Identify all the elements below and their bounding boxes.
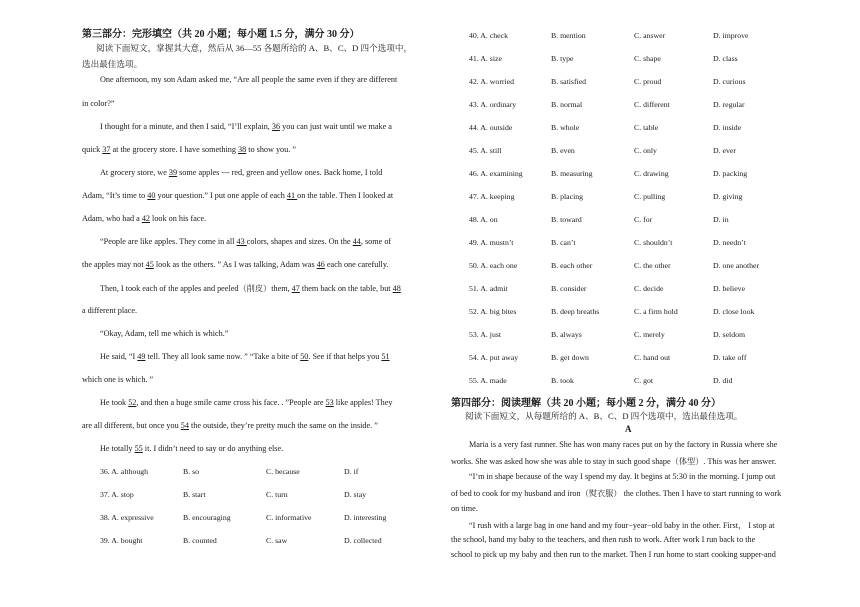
option-a: 44. A. outside [469, 123, 513, 132]
option-d: D. did [713, 376, 733, 385]
blank-number: 51 [381, 352, 390, 361]
option-b: B. so [183, 467, 200, 476]
passage-text: He took [100, 398, 129, 407]
option-c: C. different [634, 100, 670, 109]
passage-line: school to pick up my baby and then run to the market. Then I run home to start cooking supper-and [451, 550, 776, 559]
option-c: C. shouldn’t [634, 238, 673, 247]
option-b: B. encouraging [183, 513, 231, 522]
option-c: C. because [266, 467, 300, 476]
option-c: C. answer [634, 31, 666, 40]
instructions-line: 选出最佳选项。 [82, 59, 143, 69]
section-heading: 第三部分：完形填空（共 20 小题；每小题 1.5 分，满分 30 分） [82, 29, 360, 40]
passage-text: in color?” [82, 99, 115, 108]
passage-text: it. I didn’t need to say or do anything else. [142, 444, 284, 453]
blank-number: 50 [300, 352, 309, 361]
option-a: 45. A. still [469, 146, 502, 155]
passage-line: of bed to cook for my husband and iron（熨衣服） the clothes. Then I have to start running to work [451, 489, 782, 498]
option-b: B. start [183, 490, 206, 499]
passage-line: the school, hand my baby to the teachers, and then rush to work. After work I run back to the [451, 535, 756, 544]
option-b: B. can’t [551, 238, 576, 247]
blank-number: 54 [180, 421, 189, 430]
option-b: B. type [551, 54, 574, 63]
option-d: D. inside [713, 123, 742, 132]
option-d: D. packing [713, 169, 748, 178]
passage-text: which one is which. ” [82, 375, 154, 384]
passage-text: “Okay, Adam, tell me which is which.” [100, 329, 229, 338]
passage-text: a different place. [82, 306, 138, 315]
passage-line [82, 306, 137, 315]
passage-text: at the grocery store. I have something [110, 145, 238, 154]
option-a: 52. A. big bites [469, 307, 517, 316]
option-b: B. get down [551, 353, 589, 362]
passage-line [100, 352, 390, 361]
option-c: C. got [634, 376, 654, 385]
passage-line [82, 375, 153, 384]
passage-line [100, 398, 392, 407]
passage-text: I thought for a minute, and then I said, “I’ll explain, [100, 122, 272, 131]
blank-number: 52 [128, 398, 137, 407]
option-d: D. stay [344, 490, 367, 499]
passage-line [82, 191, 393, 200]
option-a: 39. A. bought [100, 536, 143, 545]
blank-number: 38 [237, 145, 247, 154]
option-b: B. counted [183, 536, 217, 545]
option-d: D. curious [713, 77, 746, 86]
passage-text: the apples may not [82, 260, 146, 269]
option-a: 40. A. check [469, 31, 508, 40]
passage-text: Then, I took each of the apples and peeled（削皮）them, [100, 284, 292, 293]
passage-line [100, 122, 392, 131]
passage-text: to show you. ” [246, 145, 296, 154]
option-b: B. took [551, 376, 574, 385]
option-c: C. hand out [634, 353, 671, 362]
option-b: B. always [551, 330, 582, 339]
option-b: B. even [551, 146, 575, 155]
passage-line: “I’m in shape because of the way I spend my day. It begins at 5:30 in the morning. I jump out [469, 472, 776, 481]
passage-label: A [625, 424, 632, 434]
passage-line [82, 99, 115, 108]
option-d: D. needn’t [713, 238, 746, 247]
passage-text: the outside, they’re pretty much the same on the inside. ” [188, 421, 378, 430]
option-b: B. placing [551, 192, 584, 201]
blank-number: 37 [102, 145, 111, 154]
option-a: 41. A. size [469, 54, 502, 63]
passage-line: works. She was asked how she was able to stay in such good shape（体型）. This was her answer. [451, 457, 777, 466]
option-d: D. interesting [344, 513, 387, 522]
option-d: D. improve [713, 31, 749, 40]
option-a: 38. A. expressive [100, 513, 154, 522]
option-c: C. drawing [634, 169, 669, 178]
passage-text: At grocery store, we [100, 168, 169, 177]
passage-text: He said, “I [100, 352, 138, 361]
option-c: C. proud [634, 77, 662, 86]
option-a: 42. A. worried [469, 77, 515, 86]
option-a: 46. A. examining [469, 169, 523, 178]
blank-number: 44 [352, 237, 361, 246]
passage-text: on the table. Then I looked at [297, 191, 394, 200]
option-d: D. in [713, 215, 729, 224]
passage-text: He totally [100, 444, 135, 453]
passage-line [82, 421, 378, 430]
passage-text: you can just wait until we make a [280, 122, 392, 131]
option-d: D. ever [713, 146, 736, 155]
passage-line [100, 168, 382, 177]
passage-line [100, 283, 401, 294]
blank-number: 42 [141, 214, 150, 223]
option-a: 37. A. stop [100, 490, 134, 499]
passage-text: each one carefully. [324, 260, 389, 269]
option-a: 49. A. mustn’t [469, 238, 514, 247]
option-b: B. each other [551, 261, 593, 270]
blank-number: 43 [236, 237, 247, 246]
option-b: B. satisfied [551, 77, 587, 86]
blank-number: 48 [392, 284, 401, 293]
option-c: C. table [634, 123, 659, 132]
option-d: D. class [713, 54, 738, 63]
passage-text: colors, shapes and sizes. On the [246, 237, 353, 246]
option-c: C. only [634, 146, 657, 155]
passage-text: like apples! They [333, 398, 393, 407]
passage-line [82, 145, 296, 154]
blank-number: 41 [286, 191, 298, 200]
option-c: C. merely [634, 330, 665, 339]
passage-text: are all different, but once you [82, 421, 181, 430]
passage-text: Adam, who had a [82, 214, 142, 223]
blank-number: 36 [271, 122, 281, 131]
passage-text: look on his face. [150, 214, 207, 223]
option-a: 50. A. each one [469, 261, 518, 270]
option-b: B. measuring [551, 169, 593, 178]
option-c: C. for [634, 215, 653, 224]
option-c: C. informative [266, 513, 312, 522]
option-d: D. seldom [713, 330, 746, 339]
instructions-line: 阅读下面短文，从每题所给的 A、B、C、D 四个选项中，选出最佳选项。 [465, 411, 743, 421]
blank-number: 47 [291, 284, 300, 293]
passage-line [82, 260, 388, 269]
option-d: D. collected [344, 536, 382, 545]
passage-text: them back on the table, but [299, 284, 393, 293]
option-a: 43. A. ordinary [469, 100, 517, 109]
section-heading: 第四部分：阅读理解（共 20 小题；每小题 2 分，满分 40 分） [451, 398, 721, 409]
passage-text: look as the others. ” As I was talking, Adam was [153, 260, 317, 269]
option-b: B. deep breaths [551, 307, 600, 316]
option-d: D. giving [713, 192, 743, 201]
option-b: B. consider [551, 284, 587, 293]
blank-number: 53 [325, 398, 334, 407]
option-c: C. saw [266, 536, 288, 545]
passage-text: some apples --- red, green and yellow ones. Back home, I told [177, 168, 383, 177]
passage-text: tell. They all look same now. ” “Take a bite of [145, 352, 301, 361]
option-b: B. normal [551, 100, 583, 109]
option-a: 55. A. made [469, 376, 507, 385]
blank-number: 40 [147, 191, 156, 200]
option-a: 54. A. put away [469, 353, 519, 362]
option-d: D. one another [713, 261, 760, 270]
passage-text: One afternoon, my son Adam asked me, “Are all people the same even if they are different [100, 75, 398, 84]
option-d: D. believe [713, 284, 746, 293]
option-d: D. take off [713, 353, 747, 362]
option-a: 36. A. although [100, 467, 149, 476]
option-a: 53. A. just [469, 330, 502, 339]
passage-text: “People are like apples. They come in all [100, 237, 237, 246]
blank-number: 39 [168, 168, 178, 177]
option-b: B. whole [551, 123, 580, 132]
option-c: C. pulling [634, 192, 666, 201]
passage-text: . See if that helps you [308, 352, 382, 361]
passage-line [100, 444, 283, 453]
passage-text: quick [82, 145, 103, 154]
option-b: B. toward [551, 215, 582, 224]
blank-number: 49 [137, 352, 146, 361]
passage-line [100, 329, 228, 338]
option-c: C. a firm hold [634, 307, 678, 316]
option-d: D. if [344, 467, 359, 476]
blank-number: 46 [316, 260, 325, 269]
passage-line [100, 237, 391, 246]
passage-text: your question.” I put one apple of each [155, 191, 287, 200]
instructions-line: 阅读下面短文，掌握其大意，然后从 36—55 各题所给的 A、B、C、D 四个选项中， [96, 43, 413, 53]
option-d: D. regular [713, 100, 745, 109]
option-c: C. the other [634, 261, 671, 270]
option-c: C. shape [634, 54, 661, 63]
option-a: 51. A. admit [469, 284, 508, 293]
passage-line: Maria is a very fast runner. She has won many races put on by the factory in Russia where she [469, 440, 778, 449]
option-b: B. mention [551, 31, 586, 40]
passage-line: “I rush with a large bag in one hand and my four−year−old baby in the other. First， I stop at [469, 521, 775, 530]
passage-text: , some of [360, 237, 392, 246]
passage-line [82, 214, 206, 223]
passage-line [100, 75, 397, 84]
option-c: C. turn [266, 490, 288, 499]
passage-line: on time. [451, 504, 478, 513]
option-d: D. close look [713, 307, 755, 316]
blank-number: 45 [145, 260, 154, 269]
option-a: 47. A. keeping [469, 192, 515, 201]
passage-text: Adam, “It’s time to [82, 191, 148, 200]
passage-text: , and then a huge smile came cross his face. . ”People are [136, 398, 326, 407]
option-a: 48. A. on [469, 215, 498, 224]
option-c: C. decide [634, 284, 664, 293]
blank-number: 55 [134, 444, 143, 453]
